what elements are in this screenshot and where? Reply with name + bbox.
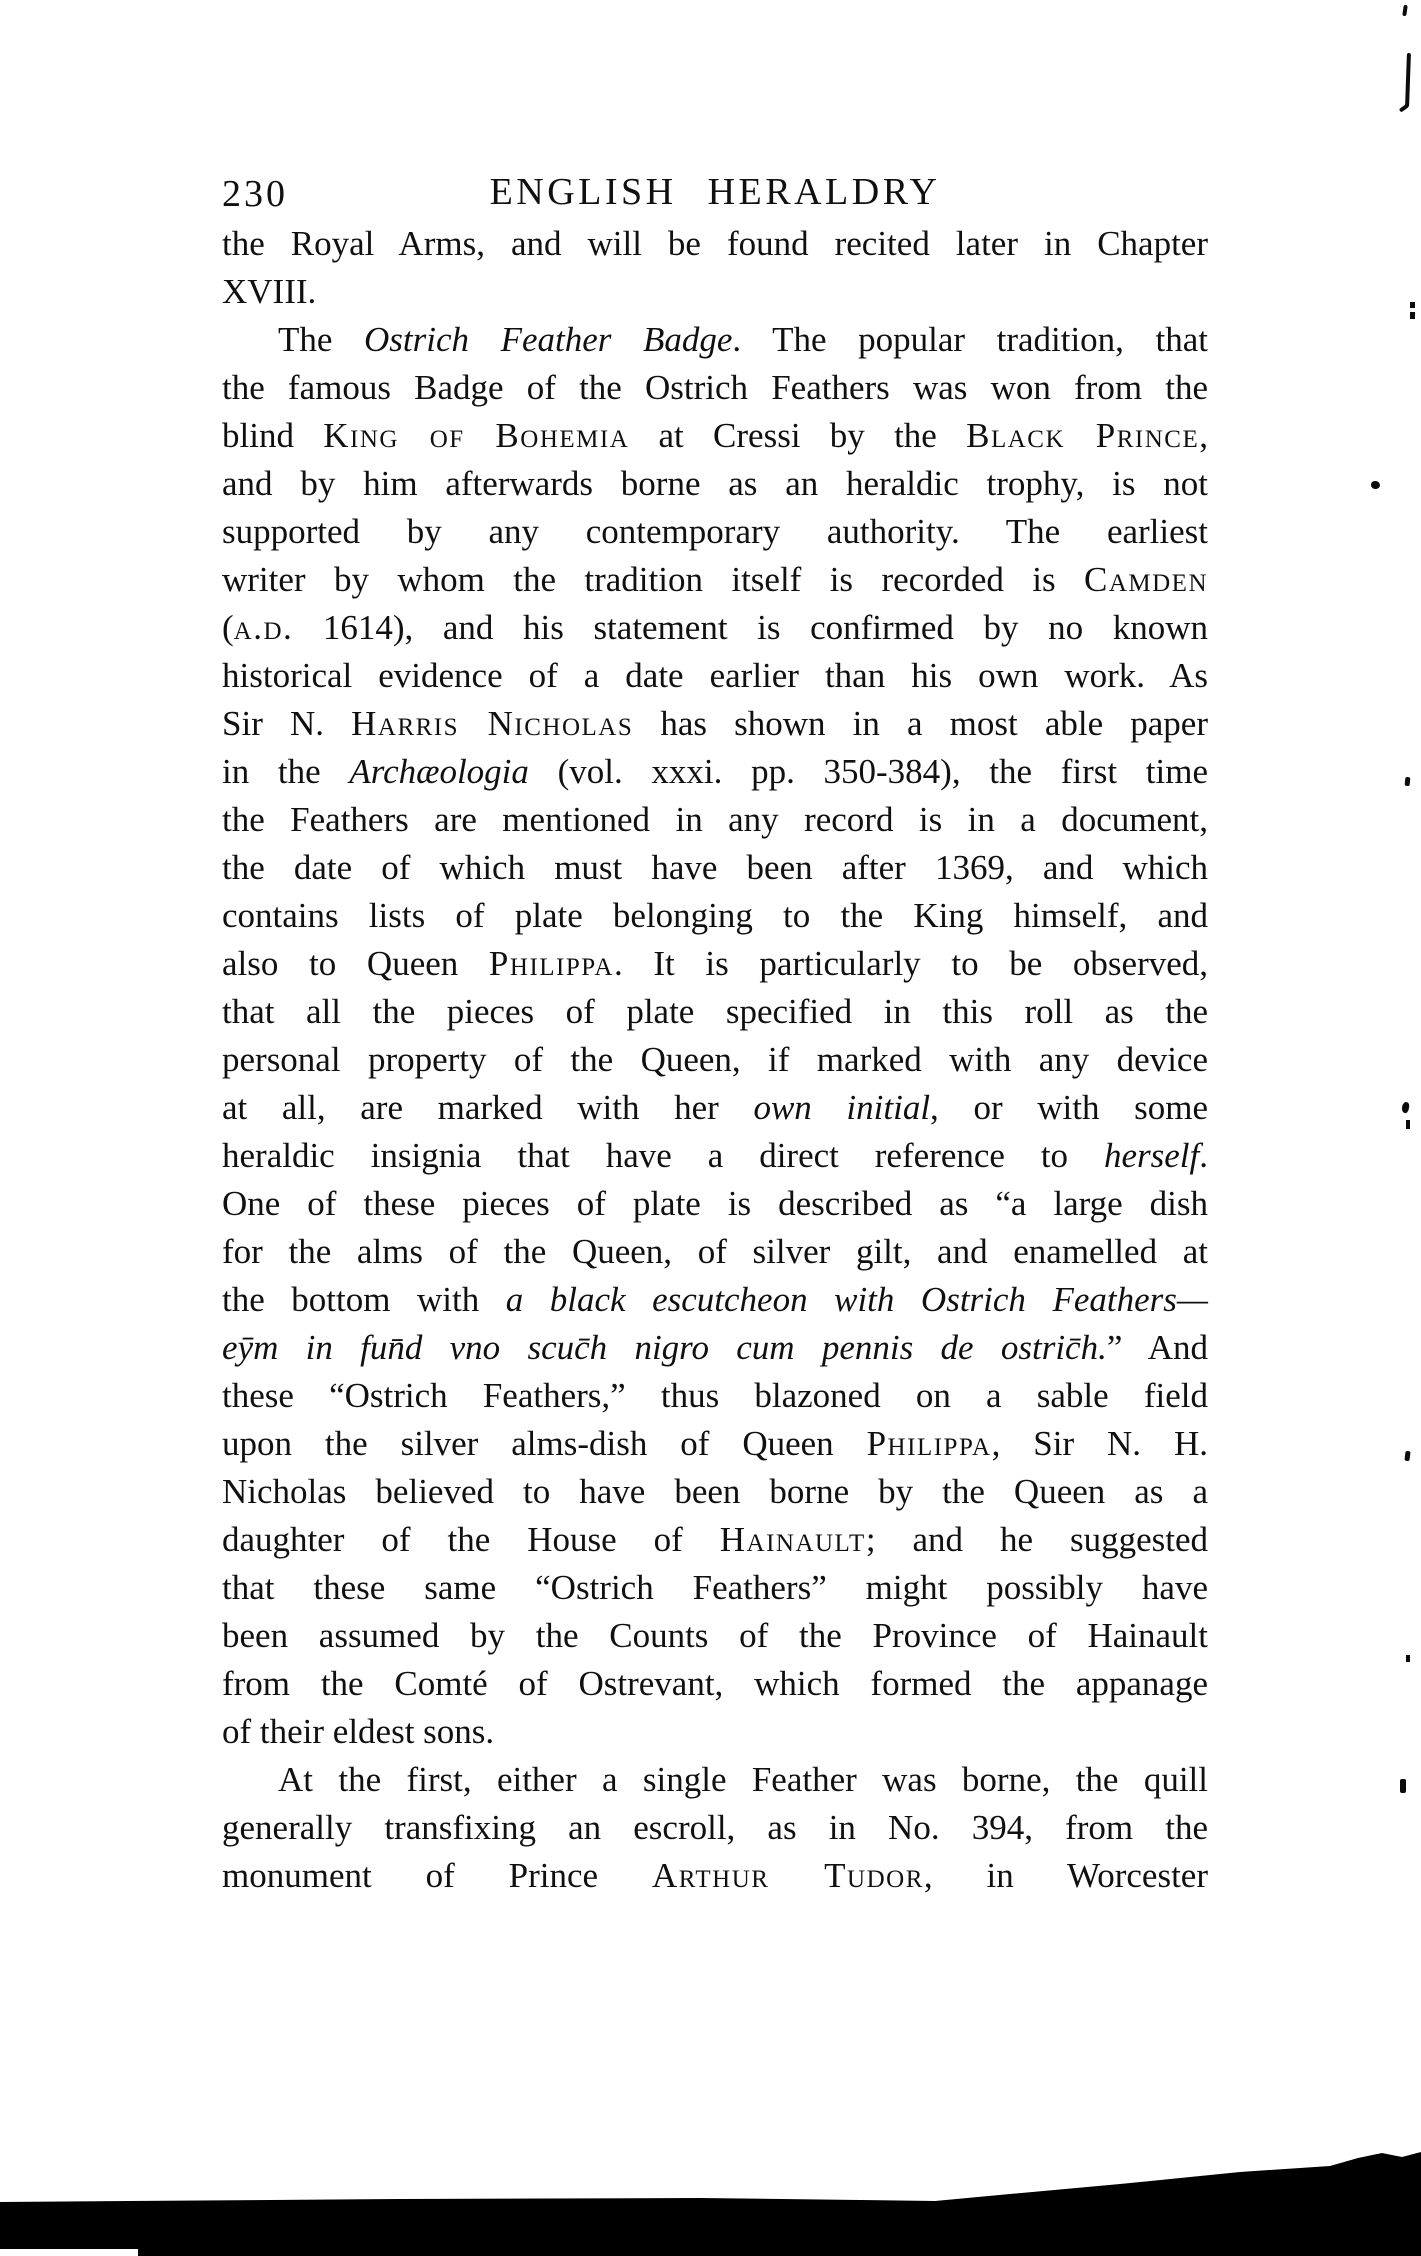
text-run: from the Comté of Ostrevant, which formed the appanage (222, 1664, 1208, 1703)
ink-mark (1406, 1655, 1410, 1662)
text-run: the bottom with (222, 1280, 506, 1319)
text-line (222, 220, 1208, 268)
text-run: XVIII. (222, 272, 317, 311)
ink-mark (1405, 53, 1411, 107)
text-run: the Royal Arms, and will be found recited later in Chapter (222, 224, 1208, 263)
italic-text: own initial (753, 1088, 931, 1127)
text-line (222, 652, 1208, 700)
ink-mark (1406, 1120, 1410, 1129)
text-run: that these same “Ostrich Feathers” might possibly have (222, 1568, 1208, 1607)
small-caps-text: Hainault (719, 1520, 866, 1559)
italic-text: eȳm in fun̄d vno scuc̄h nigro cum pennis de ostric̄h. (222, 1328, 1107, 1367)
ink-mark (1371, 481, 1380, 489)
text-line (222, 268, 1208, 316)
text-line (222, 316, 1208, 364)
text-line (222, 508, 1208, 556)
text-line (222, 1708, 1208, 1756)
ink-mark (1410, 302, 1415, 308)
page-header (222, 170, 1208, 220)
text-line (222, 988, 1208, 1036)
text-run: (vol. xxxi. pp. 350-384), the first time (528, 752, 1209, 791)
text-run: . The popular tradition, that (732, 320, 1208, 359)
small-caps-text: Black Prince (966, 416, 1200, 455)
text-run: . (1199, 1136, 1208, 1175)
text-line (222, 1612, 1208, 1660)
text-line (222, 748, 1208, 796)
text-line (222, 700, 1208, 748)
text-run: At the first, either a single Feather was borne, the quill (278, 1760, 1208, 1799)
text-run: upon the silver alms-dish of Queen (222, 1424, 867, 1463)
text-run: , or with some (930, 1088, 1208, 1127)
text-run: monument of Prince (222, 1856, 652, 1895)
text-run: been assumed by the Counts of the Province of Hainault (222, 1616, 1208, 1655)
ink-mark (1400, 1779, 1406, 1793)
scan-shadow-band (0, 2140, 1421, 2256)
text-run: and by him afterwards borne as an heraldic trophy, is not (222, 464, 1208, 503)
scan-shadow-gap (0, 2249, 138, 2256)
text-line (222, 1660, 1208, 1708)
italic-text: herself (1103, 1136, 1200, 1175)
text-run: , Sir N. H. (991, 1424, 1208, 1463)
text-run: personal property of the Queen, if marked with any device (222, 1040, 1208, 1079)
page-number: 230 (222, 173, 288, 215)
text-line (222, 1516, 1208, 1564)
text-line (222, 1324, 1208, 1372)
page-text (222, 220, 1208, 1900)
text-run: contains lists of plate belonging to the King himself, and (222, 896, 1208, 935)
text-run: daughter of the House of (222, 1520, 720, 1559)
text-line (222, 1564, 1208, 1612)
italic-text: a black escutcheon with Ostrich Feathers— (505, 1280, 1209, 1319)
text-run: blind (222, 416, 324, 455)
small-caps-text: Harris Nicholas (351, 704, 634, 743)
text-line (222, 1180, 1208, 1228)
text-run: at all, are marked with her (222, 1088, 754, 1127)
text-line (222, 460, 1208, 508)
text-line (222, 412, 1208, 460)
text-run: historical evidence of a date earlier than his own work. As (222, 656, 1208, 695)
ink-mark (1405, 777, 1411, 786)
text-run: in the (222, 752, 350, 791)
text-run: has shown in a most able paper (633, 704, 1208, 743)
text-line (222, 556, 1208, 604)
text-run: Sir N. (222, 704, 352, 743)
text-run: The (278, 320, 364, 359)
text-run: that all the pieces of plate specified in this roll as the (222, 992, 1208, 1031)
text-run: writer by whom the tradition itself is recorded is (222, 560, 1084, 599)
text-run: the famous Badge of the Ostrich Feathers was won from the (222, 368, 1208, 407)
text-line (222, 1804, 1208, 1852)
text-run: for the alms of the Queen, of silver gilt, and enamelled at (222, 1232, 1208, 1271)
small-caps-text: Camden (1083, 560, 1208, 599)
text-line (222, 1036, 1208, 1084)
text-run: of their eldest sons. (222, 1712, 495, 1751)
text-run: , in Worcester (923, 1856, 1208, 1895)
text-run: the Feathers are mentioned in any record is in a document, (222, 800, 1208, 839)
running-title: ENGLISH HERALDRY (489, 171, 941, 213)
ink-mark (1399, 103, 1409, 112)
text-line (222, 604, 1208, 652)
text-line (222, 1372, 1208, 1420)
text-line (222, 364, 1208, 412)
text-run: , (1199, 416, 1208, 455)
text-run: One of these pieces of plate is described as “a large dish (222, 1184, 1208, 1223)
text-run: the date of which must have been after 1369, and which (222, 848, 1208, 887)
text-line (222, 892, 1208, 940)
text-run: ( (222, 608, 234, 647)
text-run: 1614), and his statement is confirmed by no known (293, 608, 1208, 647)
small-caps-text: Philippa (488, 944, 614, 983)
ink-mark (1404, 1451, 1410, 1462)
text-run: ; and he suggested (865, 1520, 1209, 1559)
text-line (222, 844, 1208, 892)
text-run: at Cressi by the (629, 416, 967, 455)
text-line (222, 1468, 1208, 1516)
small-caps-text: a.d. (233, 608, 294, 647)
text-line (222, 1276, 1208, 1324)
text-line (222, 1228, 1208, 1276)
italic-text: Archæologia (349, 752, 529, 791)
text-run: generally transfixing an escroll, as in No. 394, from the (222, 1808, 1208, 1847)
small-caps-text: King of Bohemia (323, 416, 630, 455)
text-line (222, 1756, 1208, 1804)
text-line (222, 1852, 1208, 1900)
text-run: . It is particularly to be observed, (613, 944, 1209, 983)
text-line (222, 1132, 1208, 1180)
text-run: Nicholas believed to have been borne by the Queen as a (222, 1472, 1208, 1511)
ink-mark (1401, 1101, 1410, 1113)
text-line (222, 796, 1208, 844)
text-run: these “Ostrich Feathers,” thus blazoned on a sable field (222, 1376, 1208, 1415)
text-line (222, 1084, 1208, 1132)
text-run: ” And (1106, 1328, 1208, 1367)
ink-mark (1402, 5, 1407, 16)
text-run: also to Queen (222, 944, 489, 983)
text-line (222, 1420, 1208, 1468)
small-caps-text: Philippa (866, 1424, 992, 1463)
italic-text: Ostrich Feather Badge (364, 320, 733, 359)
text-run: supported by any contemporary authority. The earliest (222, 512, 1208, 551)
small-caps-text: Arthur Tudor (651, 1856, 924, 1895)
text-line (222, 940, 1208, 988)
ink-mark (1410, 312, 1415, 319)
text-run: heraldic insignia that have a direct reference to (222, 1136, 1104, 1175)
